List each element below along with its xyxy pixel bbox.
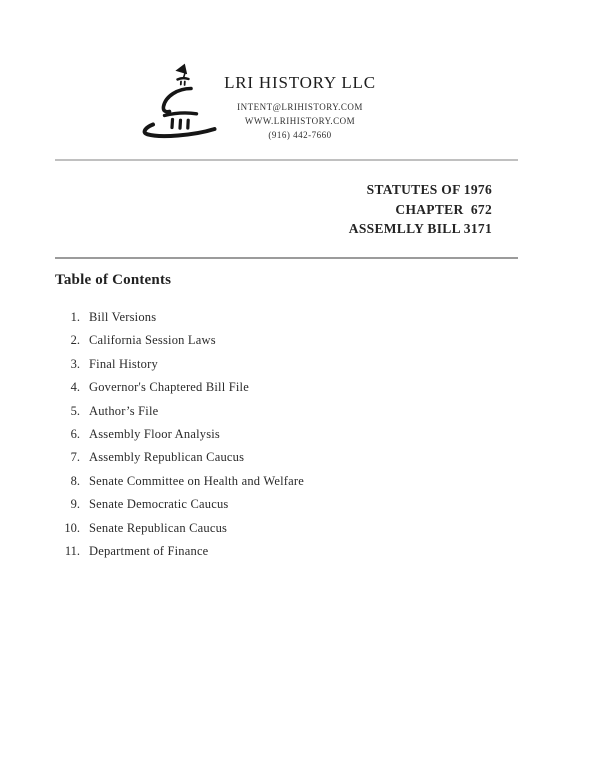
toc-item-number: 11.: [64, 543, 80, 558]
toc-item-number: 3.: [70, 356, 80, 371]
toc-item-number: 1.: [70, 310, 80, 324]
document-reference: [349, 180, 492, 239]
chapter-line: CHAPTER 672: [395, 201, 492, 217]
header-divider: [55, 159, 518, 161]
toc-item-number: 5.: [70, 403, 80, 418]
toc-item: [54, 400, 304, 423]
company-website: WWW.LRIHISTORY.COM: [244, 116, 356, 126]
company-phone: (916) 442-7660: [268, 130, 332, 140]
toc-item-label: Governor's Chaptered Bill File: [89, 380, 249, 395]
company-email: INTENT@LRIHISTORY.COM: [237, 102, 363, 112]
toc-item: [54, 446, 304, 469]
toc-item-number: 4.: [70, 380, 80, 395]
toc-item: [54, 517, 304, 540]
toc-item-number: 9.: [70, 497, 80, 512]
toc-item-label: Senate Republican Caucus: [89, 520, 228, 535]
toc-item-number: 7.: [70, 450, 80, 465]
toc-item: [54, 423, 304, 446]
toc-item: [54, 353, 304, 376]
company-name: LRI HISTORY LLC: [224, 73, 376, 92]
toc-item-label: Final History: [89, 356, 158, 371]
toc-item-label: Assembly Republican Caucus: [89, 450, 245, 465]
statutes-line: STATUTES OF 1976: [366, 182, 492, 197]
toc-item: [54, 470, 304, 493]
toc-item-number: 2.: [70, 333, 80, 348]
toc-item: [54, 376, 304, 399]
toc-item-number: 8.: [70, 473, 80, 488]
toc-item-label: Bill Versions: [89, 310, 157, 324]
toc-item-label: Assembly Floor Analysis: [89, 426, 220, 441]
letterhead: [178, 72, 422, 142]
toc-item-number: 10.: [64, 520, 80, 535]
toc-item-label: Department of Finance: [89, 543, 209, 558]
section-divider: [55, 257, 518, 259]
toc-item-label: Senate Democratic Caucus: [89, 497, 229, 512]
toc-item-label: Senate Committee on Health and Welfare: [89, 473, 304, 488]
toc-item: [54, 329, 304, 352]
toc-item: [54, 540, 304, 563]
toc-item-number: 6.: [70, 426, 80, 441]
bill-line: ASSEMLLY BILL 3171: [348, 221, 492, 236]
toc-item-label: Author’s File: [89, 403, 159, 418]
toc-item: [54, 493, 304, 516]
toc-title: Table of Contents: [55, 272, 172, 288]
toc-item: [54, 306, 304, 329]
toc-list: [54, 306, 304, 563]
toc-item-label: California Session Laws: [89, 333, 216, 348]
